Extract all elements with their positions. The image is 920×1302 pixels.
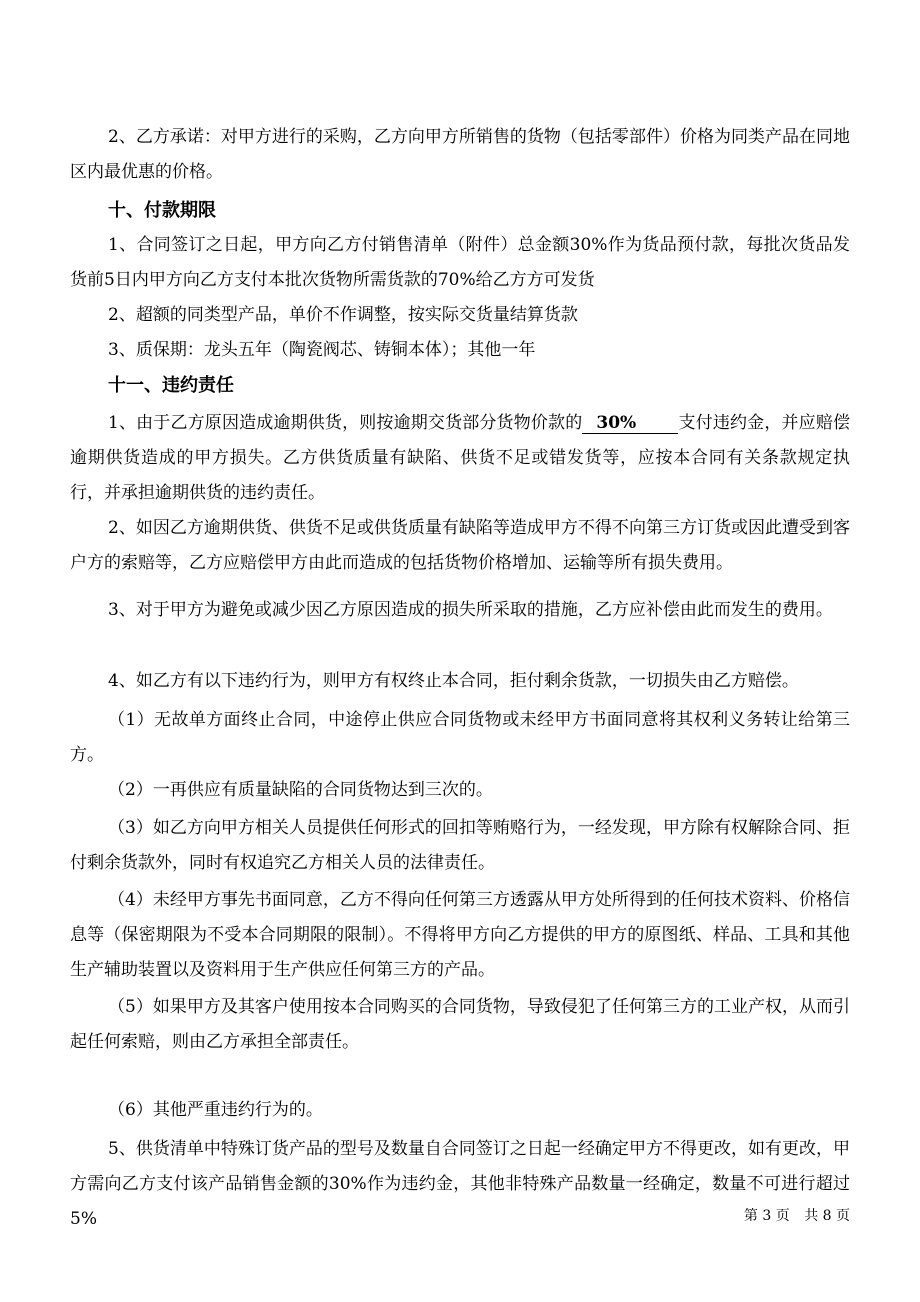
clause10-item1: 1、合同签订之日起，甲方向乙方付销售清单（附件）总金额30%作为货品预付款，每批次货品发货前5日内甲方向乙方支付本批次货物所需货款的70%给乙方方可发货 [70,235,850,290]
clause11-sub5: （5）如果甲方及其客户使用按本合同购买的合同货物，导致侵犯了任何第三方的工业产权，从而引起任何索赔，则由乙方承担全部责任。 [70,997,850,1052]
clause11-sub2: （2）一再供应有质量缺陷的合同货物达到三次的。 [108,780,493,800]
clause10-heading: 十、付款期限 [108,200,216,221]
clause11-sub3: （3）如乙方向甲方相关人员提供任何形式的回扣等贿赂行为，一经发现，甲方除有权解除合同、拒付剩余货款外，同时有权追究乙方相关人员的法律责任。 [70,818,850,873]
clause10-item3: 3、质保期：龙头五年（陶瓷阀芯、铸铜本体）；其他一年 [108,340,536,360]
clause11-sub6: （6）其他严重违约行为的。 [108,1100,323,1120]
clause11-item2: 2、如因乙方逾期供货、供货不足或供货质量有缺陷等造成甲方不得不向第三方订货或因此遭受到客户方的索赔等，乙方应赔偿甲方由此而造成的包括货物价格增加、运输等所有损失费用。 [70,518,850,573]
page-footer [734,1205,850,1225]
clause11-item5: 5、供货清单中特殊订货产品的型号及数量自合同签订之日起一经确定甲方不得更改，如有更改，甲方需向乙方支付该产品销售金额的30%作为违约金，其他非特殊产品数量一经确定，数量不可进行超过5% [70,1139,850,1229]
page-number: 第 3 页 [743,1208,790,1224]
clause11-item3: 3、对于甲方为避免或减少因乙方原因造成的损失所采取的措施，乙方应补偿由此而发生的费用。 [108,600,833,620]
clause11-item1-text-after: 支付违约金，并应赔偿逾期供货造成的甲方损失。乙方供货质量有缺陷、供货不足或错发货等，应按本合同有关条款规定执行，并承担逾期供货的违约责任。 [70,413,850,503]
clause9-item2: 2、乙方承诺：对甲方进行的采购，乙方向甲方所销售的货物（包括零部件）价格为同类产品在同地区内最优惠的价格。 [70,127,850,182]
clause11-item1-text-before: 1、由于乙方原因造成逾期供货，则按逾期交货部分货物价款的 [108,413,583,433]
clause11-sub4: （4）未经甲方事先书面同意，乙方不得向任何第三方透露从甲方处所得到的任何技术资料、价格信息等（保密期限为不受本合同期限的限制）。不得将甲方向乙方提供的甲方的原图纸、样品、工具和其他生产辅助装置以及资料用于生产供应任何第三方的产品。 [70,890,850,980]
penalty-rate-field: 30% [582,413,678,434]
clause11-item1 [70,406,850,511]
clause11-item4: 4、如乙方有以下违约行为，则甲方有权终止本合同，拒付剩余货款，一切损失由乙方赔偿。 [108,671,799,691]
clause11-heading: 十一、违约责任 [108,375,234,396]
clause10-item2: 2、超额的同类型产品，单价不作调整，按实际交货量结算货款 [108,305,578,325]
clause11-sub1: （1）无故单方面终止合同，中途停止供应合同货物或未经甲方书面同意将其权利义务转让给第三方。 [70,710,850,765]
page-total: 共 8 页 [804,1208,850,1224]
